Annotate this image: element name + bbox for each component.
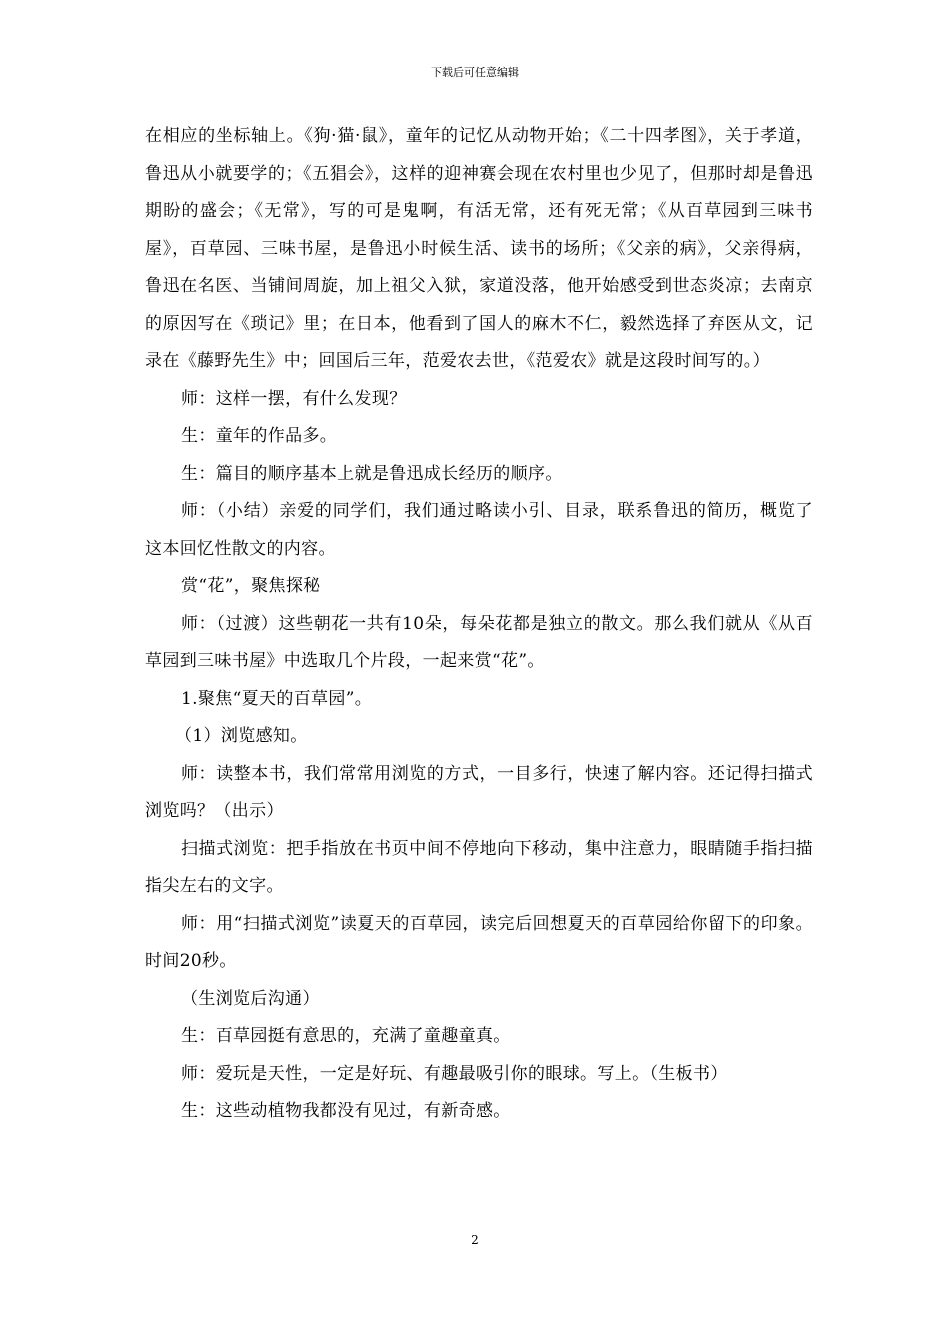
paragraph-scan-definition: 扫描式浏览：把手指放在书页中间不停地向下移动，集中注意力，眼睛随手指扫描指尖左右的文字。 <box>145 838 813 896</box>
paragraph-teacher-summary: 师：（小结）亲爱的同学们，我们通过略读小引、目录，联系鲁迅的简历，概览了这本回忆性散文的内容。 <box>145 501 813 559</box>
subheading-summer-garden: 1.聚焦“夏天的百草园”。 <box>181 688 373 709</box>
page-header: 下载后可任意编辑 <box>431 66 519 79</box>
subheading-browse-perceive: （1）浏览感知。 <box>175 726 308 746</box>
paragraph-teacher-transition: 师：（过渡）这些朝花一共有10朵，每朵花都是独立的散文。那么我们就从《从百草园到三味书屋》中选取几个片段，一起来赏“花”。 <box>145 613 813 671</box>
paragraph-student-response-1: 生：百草园挺有意思的，充满了童趣童真。 <box>181 1026 511 1046</box>
paragraph-teacher-response: 师：爱玩是天性，一定是好玩、有趣最吸引你的眼球。写上。（生板书） <box>181 1063 728 1084</box>
document-body <box>145 118 813 1131</box>
paragraph-teacher-instruction: 师：用“扫描式浏览”读夏天的百草园，读完后回想夏天的百草园给你留下的印象。时间20秒。 <box>145 913 813 971</box>
paragraph-teacher-question: 师：这样一摆，有什么发现？ <box>181 388 407 409</box>
paragraph-student-answer-2: 生：篇目的顺序基本上就是鲁迅成长经历的顺序。 <box>181 463 563 484</box>
paragraph-student-response-2: 生：这些动植物我都没有见过，有新奇感。 <box>181 1101 511 1121</box>
paragraph-teacher-scan-reading: 师：读整本书，我们常常用浏览的方式，一目多行，快速了解内容。还记得扫描式浏览吗？（出示） <box>145 763 813 821</box>
page-number: 2 <box>471 1233 479 1247</box>
paragraph-reading-summary: 在相应的坐标轴上。《狗·猫·鼠》，童年的记忆从动物开始；《二十四孝图》，关于孝道，鲁迅从小就要学的；《五猖会》，这样的迎神赛会现在农村里也少见了，但那时却是鲁迅期盼的盛会；《无常》，写的可是鬼啊，有活无常，还有死无常；《从百草园到三味书屋》，百草园、三味书屋，是鲁迅小时候生活、读书的场所；《父亲的病》，父亲得病，鲁迅在名医、当铺间周旋，加上祖父入狱，家道没落，他开始感受到世态炎凉；去南京的原因写在《琐记》里；在日本，他看到了国人的麻木不仁，毅然选择了弃医从文，记录在《藤野先生》中；回国后三年，范爱农去世，《范爱农》就是这段时间写的。） <box>145 126 813 371</box>
paragraph-student-answer-1: 生：童年的作品多。 <box>181 426 338 446</box>
paragraph-student-discussion-note: （生浏览后沟通） <box>181 988 320 1009</box>
section-heading-appreciate-flowers: 赏“花”，聚焦探秘 <box>181 576 321 596</box>
